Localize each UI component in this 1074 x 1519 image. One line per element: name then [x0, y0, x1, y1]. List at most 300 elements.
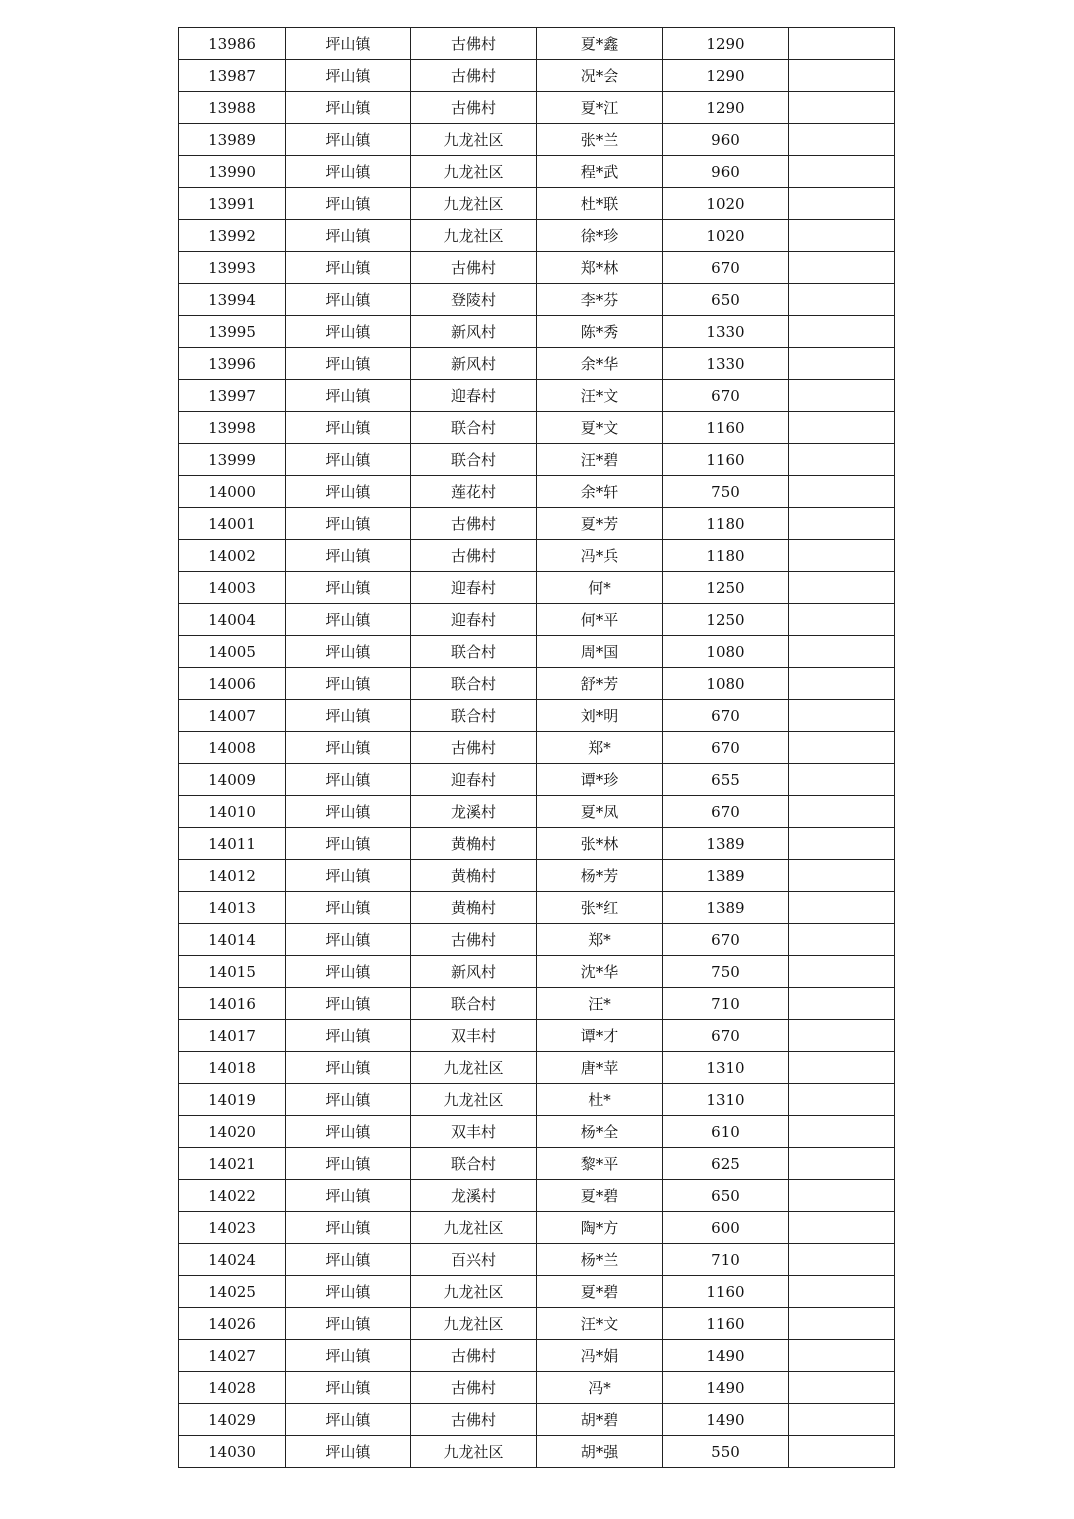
village-cell: 联合村	[411, 412, 537, 444]
table-row	[179, 1052, 895, 1084]
table-row	[179, 252, 895, 284]
name-cell: 张*兰	[537, 124, 663, 156]
amount-cell: 655	[663, 764, 789, 796]
note-cell	[789, 1084, 895, 1116]
village-cell: 龙溪村	[411, 796, 537, 828]
town-cell: 坪山镇	[286, 412, 411, 444]
table-row	[179, 572, 895, 604]
row-number-cell: 13993	[179, 252, 286, 284]
village-cell: 九龙社区	[411, 1436, 537, 1468]
table-row	[179, 1148, 895, 1180]
note-cell	[789, 28, 895, 60]
amount-cell: 750	[663, 956, 789, 988]
row-number-cell: 14025	[179, 1276, 286, 1308]
village-cell: 古佛村	[411, 1340, 537, 1372]
note-cell	[789, 60, 895, 92]
row-number-cell: 13998	[179, 412, 286, 444]
note-cell	[789, 860, 895, 892]
name-cell: 汪*碧	[537, 444, 663, 476]
village-cell: 联合村	[411, 988, 537, 1020]
name-cell: 杨*兰	[537, 1244, 663, 1276]
name-cell: 郑*林	[537, 252, 663, 284]
town-cell: 坪山镇	[286, 924, 411, 956]
amount-cell: 1389	[663, 892, 789, 924]
amount-cell: 1080	[663, 668, 789, 700]
note-cell	[789, 1404, 895, 1436]
row-number-cell: 14026	[179, 1308, 286, 1340]
name-cell: 刘*明	[537, 700, 663, 732]
name-cell: 李*芬	[537, 284, 663, 316]
amount-cell: 650	[663, 284, 789, 316]
amount-cell: 1020	[663, 188, 789, 220]
village-cell: 黄桷村	[411, 828, 537, 860]
table-row	[179, 988, 895, 1020]
table-row	[179, 956, 895, 988]
amount-cell: 1490	[663, 1340, 789, 1372]
row-number-cell: 14028	[179, 1372, 286, 1404]
amount-cell: 1160	[663, 1276, 789, 1308]
roster-table	[178, 27, 895, 1468]
row-number-cell: 13986	[179, 28, 286, 60]
village-cell: 古佛村	[411, 924, 537, 956]
village-cell: 九龙社区	[411, 124, 537, 156]
name-cell: 夏*文	[537, 412, 663, 444]
name-cell: 张*林	[537, 828, 663, 860]
note-cell	[789, 668, 895, 700]
name-cell: 夏*凤	[537, 796, 663, 828]
village-cell: 九龙社区	[411, 1084, 537, 1116]
village-cell: 百兴村	[411, 1244, 537, 1276]
name-cell: 何*平	[537, 604, 663, 636]
name-cell: 杜*联	[537, 188, 663, 220]
table-row	[179, 1244, 895, 1276]
town-cell: 坪山镇	[286, 92, 411, 124]
amount-cell: 1080	[663, 636, 789, 668]
note-cell	[789, 732, 895, 764]
town-cell: 坪山镇	[286, 284, 411, 316]
note-cell	[789, 1436, 895, 1468]
note-cell	[789, 1244, 895, 1276]
amount-cell: 1180	[663, 508, 789, 540]
amount-cell: 610	[663, 1116, 789, 1148]
row-number-cell: 14004	[179, 604, 286, 636]
amount-cell: 625	[663, 1148, 789, 1180]
town-cell: 坪山镇	[286, 476, 411, 508]
name-cell: 谭*珍	[537, 764, 663, 796]
village-cell: 迎春村	[411, 380, 537, 412]
name-cell: 夏*鑫	[537, 28, 663, 60]
name-cell: 夏*芳	[537, 508, 663, 540]
town-cell: 坪山镇	[286, 1212, 411, 1244]
note-cell	[789, 1212, 895, 1244]
town-cell: 坪山镇	[286, 156, 411, 188]
amount-cell: 960	[663, 156, 789, 188]
village-cell: 九龙社区	[411, 156, 537, 188]
village-cell: 古佛村	[411, 540, 537, 572]
table-row	[179, 476, 895, 508]
name-cell: 何*	[537, 572, 663, 604]
table-row	[179, 284, 895, 316]
row-number-cell: 13987	[179, 60, 286, 92]
amount-cell: 750	[663, 476, 789, 508]
note-cell	[789, 892, 895, 924]
note-cell	[789, 572, 895, 604]
row-number-cell: 14022	[179, 1180, 286, 1212]
table-row	[179, 668, 895, 700]
table-row	[179, 860, 895, 892]
town-cell: 坪山镇	[286, 988, 411, 1020]
table-row	[179, 828, 895, 860]
row-number-cell: 13999	[179, 444, 286, 476]
table-row	[179, 1372, 895, 1404]
town-cell: 坪山镇	[286, 316, 411, 348]
name-cell: 唐*苹	[537, 1052, 663, 1084]
village-cell: 九龙社区	[411, 1052, 537, 1084]
village-cell: 迎春村	[411, 572, 537, 604]
name-cell: 余*华	[537, 348, 663, 380]
note-cell	[789, 764, 895, 796]
amount-cell: 650	[663, 1180, 789, 1212]
town-cell: 坪山镇	[286, 508, 411, 540]
town-cell: 坪山镇	[286, 252, 411, 284]
village-cell: 九龙社区	[411, 1276, 537, 1308]
note-cell	[789, 1148, 895, 1180]
town-cell: 坪山镇	[286, 444, 411, 476]
town-cell: 坪山镇	[286, 796, 411, 828]
note-cell	[789, 924, 895, 956]
village-cell: 古佛村	[411, 92, 537, 124]
row-number-cell: 13996	[179, 348, 286, 380]
town-cell: 坪山镇	[286, 1052, 411, 1084]
table-row	[179, 540, 895, 572]
note-cell	[789, 188, 895, 220]
row-number-cell: 13994	[179, 284, 286, 316]
village-cell: 九龙社区	[411, 220, 537, 252]
note-cell	[789, 604, 895, 636]
row-number-cell: 14029	[179, 1404, 286, 1436]
amount-cell: 1490	[663, 1404, 789, 1436]
village-cell: 古佛村	[411, 28, 537, 60]
name-cell: 胡*强	[537, 1436, 663, 1468]
table-row	[179, 92, 895, 124]
town-cell: 坪山镇	[286, 380, 411, 412]
row-number-cell: 14009	[179, 764, 286, 796]
name-cell: 黎*平	[537, 1148, 663, 1180]
village-cell: 古佛村	[411, 508, 537, 540]
amount-cell: 1250	[663, 604, 789, 636]
village-cell: 黄桷村	[411, 860, 537, 892]
town-cell: 坪山镇	[286, 1084, 411, 1116]
name-cell: 冯*娟	[537, 1340, 663, 1372]
town-cell: 坪山镇	[286, 1020, 411, 1052]
table-row	[179, 188, 895, 220]
name-cell: 杨*芳	[537, 860, 663, 892]
town-cell: 坪山镇	[286, 124, 411, 156]
note-cell	[789, 636, 895, 668]
row-number-cell: 13988	[179, 92, 286, 124]
town-cell: 坪山镇	[286, 28, 411, 60]
note-cell	[789, 412, 895, 444]
row-number-cell: 14021	[179, 1148, 286, 1180]
town-cell: 坪山镇	[286, 636, 411, 668]
table-row	[179, 1276, 895, 1308]
village-cell: 龙溪村	[411, 1180, 537, 1212]
name-cell: 汪*	[537, 988, 663, 1020]
name-cell: 谭*才	[537, 1020, 663, 1052]
row-number-cell: 14012	[179, 860, 286, 892]
town-cell: 坪山镇	[286, 1244, 411, 1276]
table-row	[179, 28, 895, 60]
note-cell	[789, 380, 895, 412]
row-number-cell: 13990	[179, 156, 286, 188]
amount-cell: 1290	[663, 28, 789, 60]
row-number-cell: 14011	[179, 828, 286, 860]
name-cell: 周*国	[537, 636, 663, 668]
amount-cell: 1490	[663, 1372, 789, 1404]
name-cell: 程*武	[537, 156, 663, 188]
note-cell	[789, 1020, 895, 1052]
name-cell: 冯*	[537, 1372, 663, 1404]
village-cell: 新风村	[411, 956, 537, 988]
table-row	[179, 380, 895, 412]
town-cell: 坪山镇	[286, 956, 411, 988]
note-cell	[789, 92, 895, 124]
table-row	[179, 604, 895, 636]
row-number-cell: 13992	[179, 220, 286, 252]
table-row	[179, 508, 895, 540]
table-row	[179, 1180, 895, 1212]
amount-cell: 600	[663, 1212, 789, 1244]
town-cell: 坪山镇	[286, 828, 411, 860]
name-cell: 汪*文	[537, 1308, 663, 1340]
row-number-cell: 14000	[179, 476, 286, 508]
town-cell: 坪山镇	[286, 60, 411, 92]
name-cell: 郑*	[537, 732, 663, 764]
village-cell: 登陵村	[411, 284, 537, 316]
note-cell	[789, 156, 895, 188]
town-cell: 坪山镇	[286, 1276, 411, 1308]
note-cell	[789, 796, 895, 828]
row-number-cell: 14030	[179, 1436, 286, 1468]
village-cell: 联合村	[411, 668, 537, 700]
row-number-cell: 14010	[179, 796, 286, 828]
village-cell: 九龙社区	[411, 1212, 537, 1244]
note-cell	[789, 956, 895, 988]
row-number-cell: 14020	[179, 1116, 286, 1148]
note-cell	[789, 1116, 895, 1148]
name-cell: 余*轩	[537, 476, 663, 508]
row-number-cell: 13995	[179, 316, 286, 348]
row-number-cell: 14019	[179, 1084, 286, 1116]
row-number-cell: 14013	[179, 892, 286, 924]
row-number-cell: 14015	[179, 956, 286, 988]
row-number-cell: 13997	[179, 380, 286, 412]
table-row	[179, 348, 895, 380]
amount-cell: 1180	[663, 540, 789, 572]
note-cell	[789, 1340, 895, 1372]
village-cell: 双丰村	[411, 1020, 537, 1052]
town-cell: 坪山镇	[286, 1372, 411, 1404]
row-number-cell: 14018	[179, 1052, 286, 1084]
table-row	[179, 60, 895, 92]
village-cell: 古佛村	[411, 732, 537, 764]
table-row	[179, 220, 895, 252]
amount-cell: 1310	[663, 1084, 789, 1116]
town-cell: 坪山镇	[286, 732, 411, 764]
amount-cell: 710	[663, 1244, 789, 1276]
town-cell: 坪山镇	[286, 1436, 411, 1468]
note-cell	[789, 348, 895, 380]
amount-cell: 1160	[663, 1308, 789, 1340]
table-row	[179, 1436, 895, 1468]
note-cell	[789, 124, 895, 156]
town-cell: 坪山镇	[286, 1404, 411, 1436]
town-cell: 坪山镇	[286, 860, 411, 892]
village-cell: 九龙社区	[411, 1308, 537, 1340]
table-row	[179, 1116, 895, 1148]
town-cell: 坪山镇	[286, 1308, 411, 1340]
village-cell: 迎春村	[411, 764, 537, 796]
village-cell: 双丰村	[411, 1116, 537, 1148]
name-cell: 郑*	[537, 924, 663, 956]
note-cell	[789, 284, 895, 316]
note-cell	[789, 1276, 895, 1308]
amount-cell: 550	[663, 1436, 789, 1468]
village-cell: 黄桷村	[411, 892, 537, 924]
amount-cell: 1020	[663, 220, 789, 252]
amount-cell: 670	[663, 1020, 789, 1052]
name-cell: 杨*全	[537, 1116, 663, 1148]
amount-cell: 1330	[663, 316, 789, 348]
row-number-cell: 14005	[179, 636, 286, 668]
table-row	[179, 732, 895, 764]
row-number-cell: 13991	[179, 188, 286, 220]
name-cell: 陶*方	[537, 1212, 663, 1244]
town-cell: 坪山镇	[286, 892, 411, 924]
row-number-cell: 14003	[179, 572, 286, 604]
table-row	[179, 444, 895, 476]
row-number-cell: 14008	[179, 732, 286, 764]
row-number-cell: 14014	[179, 924, 286, 956]
row-number-cell: 14023	[179, 1212, 286, 1244]
name-cell: 舒*芳	[537, 668, 663, 700]
village-cell: 新风村	[411, 348, 537, 380]
row-number-cell: 14007	[179, 700, 286, 732]
town-cell: 坪山镇	[286, 220, 411, 252]
village-cell: 莲花村	[411, 476, 537, 508]
town-cell: 坪山镇	[286, 700, 411, 732]
table-row	[179, 924, 895, 956]
village-cell: 古佛村	[411, 1404, 537, 1436]
table-row	[179, 796, 895, 828]
amount-cell: 670	[663, 732, 789, 764]
row-number-cell: 14016	[179, 988, 286, 1020]
town-cell: 坪山镇	[286, 188, 411, 220]
note-cell	[789, 1308, 895, 1340]
town-cell: 坪山镇	[286, 348, 411, 380]
name-cell: 沈*华	[537, 956, 663, 988]
table-row	[179, 700, 895, 732]
village-cell: 联合村	[411, 700, 537, 732]
amount-cell: 670	[663, 796, 789, 828]
village-cell: 联合村	[411, 1148, 537, 1180]
table-row	[179, 1020, 895, 1052]
table-row	[179, 892, 895, 924]
name-cell: 汪*文	[537, 380, 663, 412]
name-cell: 张*红	[537, 892, 663, 924]
row-number-cell: 13989	[179, 124, 286, 156]
amount-cell: 1389	[663, 860, 789, 892]
name-cell: 况*会	[537, 60, 663, 92]
amount-cell: 1160	[663, 444, 789, 476]
note-cell	[789, 220, 895, 252]
amount-cell: 1290	[663, 60, 789, 92]
amount-cell: 1290	[663, 92, 789, 124]
note-cell	[789, 444, 895, 476]
row-number-cell: 14024	[179, 1244, 286, 1276]
amount-cell: 1389	[663, 828, 789, 860]
village-cell: 古佛村	[411, 1372, 537, 1404]
note-cell	[789, 540, 895, 572]
note-cell	[789, 988, 895, 1020]
name-cell: 徐*珍	[537, 220, 663, 252]
village-cell: 联合村	[411, 636, 537, 668]
town-cell: 坪山镇	[286, 668, 411, 700]
town-cell: 坪山镇	[286, 604, 411, 636]
name-cell: 夏*碧	[537, 1276, 663, 1308]
note-cell	[789, 476, 895, 508]
amount-cell: 670	[663, 924, 789, 956]
town-cell: 坪山镇	[286, 1340, 411, 1372]
name-cell: 夏*江	[537, 92, 663, 124]
town-cell: 坪山镇	[286, 1148, 411, 1180]
amount-cell: 1330	[663, 348, 789, 380]
village-cell: 古佛村	[411, 60, 537, 92]
table-row	[179, 412, 895, 444]
town-cell: 坪山镇	[286, 572, 411, 604]
name-cell: 夏*碧	[537, 1180, 663, 1212]
note-cell	[789, 1180, 895, 1212]
table-row	[179, 1084, 895, 1116]
table-row	[179, 764, 895, 796]
row-number-cell: 14002	[179, 540, 286, 572]
row-number-cell: 14027	[179, 1340, 286, 1372]
amount-cell: 670	[663, 252, 789, 284]
amount-cell: 670	[663, 380, 789, 412]
table-row	[179, 1308, 895, 1340]
amount-cell: 1250	[663, 572, 789, 604]
row-number-cell: 14017	[179, 1020, 286, 1052]
village-cell: 联合村	[411, 444, 537, 476]
village-cell: 古佛村	[411, 252, 537, 284]
amount-cell: 670	[663, 700, 789, 732]
note-cell	[789, 508, 895, 540]
name-cell: 陈*秀	[537, 316, 663, 348]
name-cell: 冯*兵	[537, 540, 663, 572]
town-cell: 坪山镇	[286, 1180, 411, 1212]
table-row	[179, 1340, 895, 1372]
note-cell	[789, 1052, 895, 1084]
row-number-cell: 14006	[179, 668, 286, 700]
town-cell: 坪山镇	[286, 540, 411, 572]
town-cell: 坪山镇	[286, 764, 411, 796]
amount-cell: 710	[663, 988, 789, 1020]
note-cell	[789, 316, 895, 348]
roster-table-body	[179, 28, 895, 1468]
row-number-cell: 14001	[179, 508, 286, 540]
table-row	[179, 1404, 895, 1436]
table-row	[179, 1212, 895, 1244]
